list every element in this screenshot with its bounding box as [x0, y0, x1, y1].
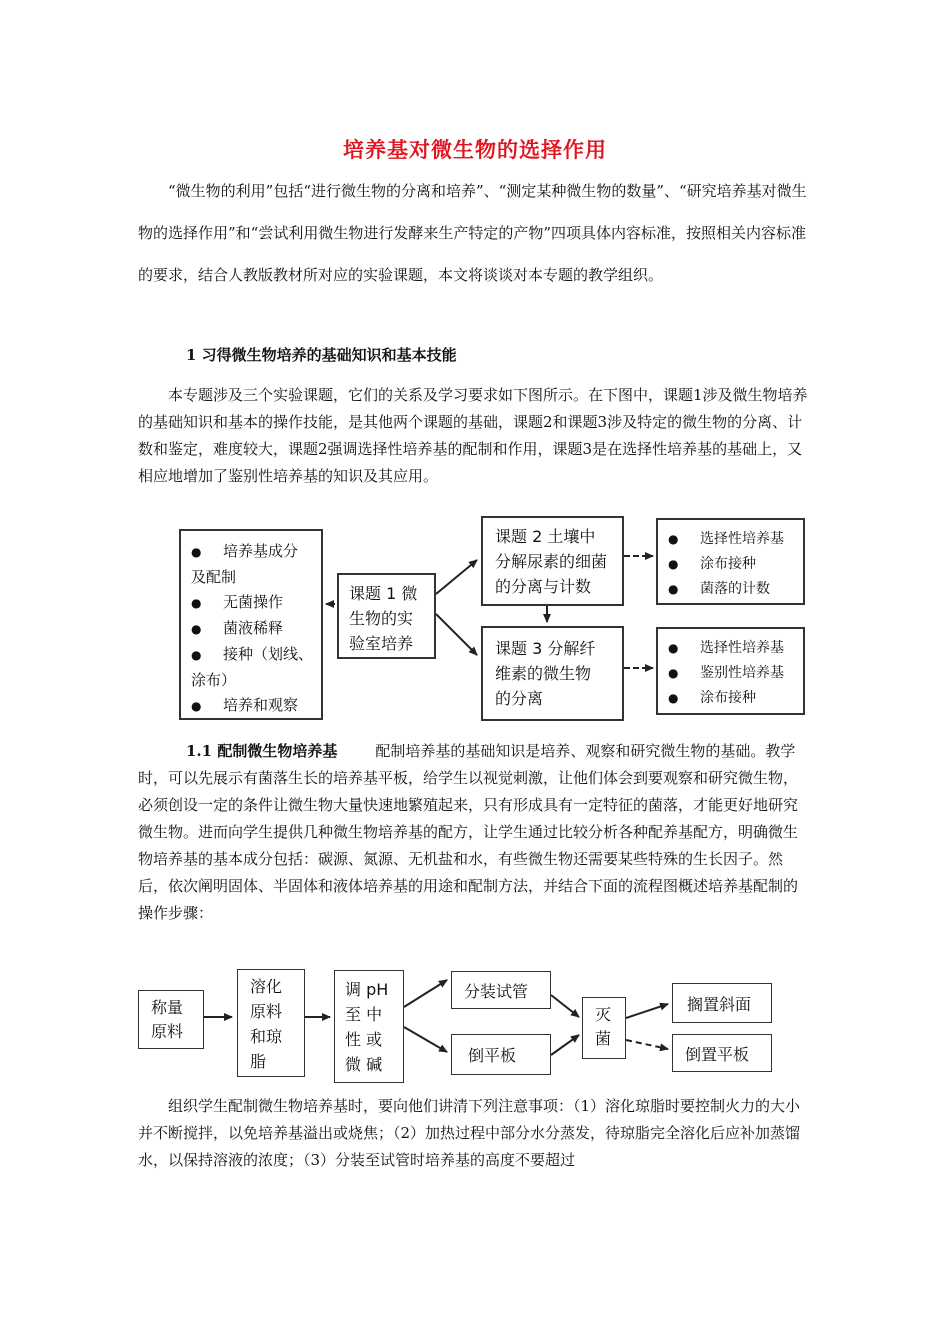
- flow-step-dispense-tubes: 分装试管: [451, 971, 551, 1009]
- bullet-icon: ●: [191, 622, 202, 636]
- closing-paragraph: 组织学生配制微生物培养基时，要向他们讲清下列注意事项：（1）溶化琼脂时要控制火力的大小并不断搅拌，以免培养基溢出或烧焦；（2）加热过程中部分水分蒸发，待琼脂完全溶化后应补加蒸馏水，以保持溶液的浓度；（3）分装至试管时培养基的高度不要超过: [138, 1097, 801, 1169]
- bullet-icon: ●: [191, 699, 202, 713]
- bullet-icon: ●: [191, 545, 202, 559]
- flow-step-sterilize: 灭 菌: [582, 997, 626, 1059]
- flow-step-invert-plates: 倒置平板: [672, 1034, 772, 1072]
- diagram-1-course-3-box: 课题 3 分解纤 维素的微生物 的分离: [481, 626, 624, 721]
- bullet-icon: ●: [668, 641, 679, 655]
- flow-step-slant: 搁置斜面: [672, 983, 772, 1023]
- diagram-1-course-3-topics-box: ● 选择性培养基 ● 鉴别性培养基 ● 涂布接种: [656, 627, 805, 715]
- flow-step-adjust-ph: 调 pH 至 中 性 或 微 碱: [334, 970, 404, 1083]
- bullet-icon: ●: [668, 666, 679, 680]
- bullet-icon: ●: [668, 532, 679, 546]
- diagram-1-course-2-topics-box: ● 选择性培养基 ● 涂布接种 ● 菌落的计数: [656, 518, 805, 605]
- section-1-paragraph: 本专题涉及三个实验课题，它们的关系及学习要求如下图所示。在下图中，课题1涉及微生物培养的基础知识和基本的操作技能，是其他两个课题的基础，课题2和课题3涉及特定的微生物的分离、计数和鉴定，难度较大，课题2强调选择性培养基的配制和作用，课题3是在选择性培养基的基础上，又相应地增加了鉴别性培养基的知识及其应用。: [138, 386, 808, 485]
- bullet-icon: ●: [668, 582, 679, 596]
- bullet-icon: ●: [668, 557, 679, 571]
- section-1-1-paragraph: 1.1 配制微生物培养基 配制培养基的基础知识是培养、观察和研究微生物的基础。教学时，可以先展示有菌落生长的培养基平板，给学生以视觉刺激，让他们体会到要观察和研究微生物，必须创设一定的条件让微生物大量快速地繁殖起来，只有形成具有一定特征的菌落，才能更好地研究微生物。进而向学生提供几种微生物培养基的配方，让学生通过比较分析各种配养基配方，明确微生物培养基的基本成分包括：碳源、氮源、无机盐和水，有些微生物还需要某些特殊的生长因子。然后，依次阐明固体、半固体和液体培养基的用途和配制方法，并结合下面的流程图概述培养基配制的操作步骤：: [138, 742, 799, 922]
- flow-step-weigh: 称量 原料: [138, 990, 204, 1049]
- section-1-1-heading: 1.1 配制微生物培养基: [186, 742, 338, 760]
- flow-step-dissolve: 溶化 原料 和琼 脂: [237, 969, 305, 1077]
- diagram-1-course-1-box: 课题 1 微 生物的实 验室培养: [337, 573, 436, 659]
- bullet-icon: ●: [191, 596, 202, 610]
- diagram-1-course-2-box: 课题 2 土壤中 分解尿素的细菌 的分离与计数: [481, 516, 624, 606]
- section-1-heading: 1 习得微生物培养的基础知识和基本技能: [186, 346, 457, 364]
- bullet-icon: ●: [191, 648, 202, 662]
- page-title: 培养基对微生物的选择作用: [343, 137, 607, 162]
- flow-step-pour-plates: 倒平板: [451, 1034, 551, 1075]
- diagram-1-skills-box: ● 培养基成分 及配制 ● 无菌操作 ● 菌液稀释 ● 接种（划线、 涂布） ● 培养和观察: [179, 529, 323, 720]
- intro-paragraph: “微生物的利用”包括“进行微生物的分离和培养”、“测定某种微生物的数量”、“研究培养基对微生物的选择作用”和“尝试利用微生物进行发酵来生产特定的产物”四项具体内容标准，按照相关内容标准的要求，结合人教版教材所对应的实验课题，本文将谈谈对本专题的教学组织。: [138, 182, 807, 284]
- bullet-icon: ●: [668, 691, 679, 705]
